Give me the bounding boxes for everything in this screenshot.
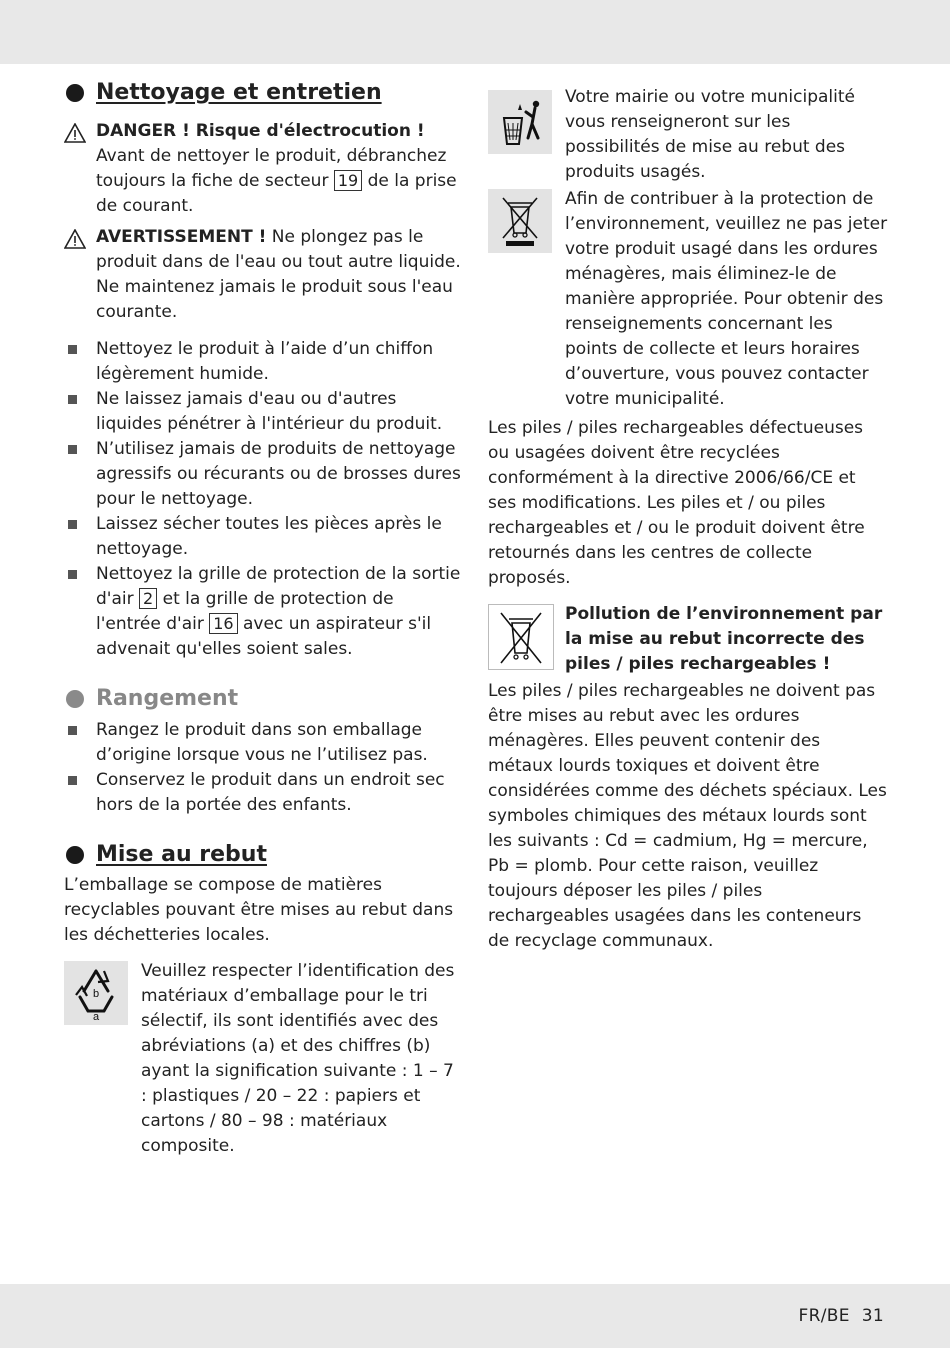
pollution-text: Les piles / piles rechargeables ne doivent pas être mises au rebut avec les ordures ménagères. Elles peuvent contenir des métaux lourds toxiques et doivent être considérées comme des déchets spéciaux. Les symboles chimiques des métaux lourds sont les suivants : Cd = cadmium, Hg = mercure, Pb = plomb. Pour cette raison, veuillez toujours déposer les piles / piles rechargeables usagées dans les conteneurs de recyclage communaux. — [488, 681, 887, 951]
danger-label: DANGER ! Risque d'électrocution ! — [96, 121, 425, 141]
list-item: N’utilisez jamais de produits de nettoyage agressifs ou récurants ou de brosses dures pour le nettoyage. — [64, 437, 462, 512]
crossed-out-wheelie-bin-icon — [488, 189, 552, 253]
recycling-info — [64, 959, 462, 1159]
storage-heading: Rangement — [64, 684, 462, 714]
cleaning-list — [64, 337, 462, 662]
avertissement-warning — [64, 225, 462, 325]
language-code: FR/BE — [798, 1306, 850, 1326]
left-column — [64, 78, 462, 1159]
list-item: Nettoyez le produit à l’aide d’un chiffon légèrement humide. — [64, 337, 462, 387]
storage-list — [64, 718, 462, 818]
danger-text: Avant de nettoyer le produit, débranchez toujours la fiche de secteur — [96, 146, 447, 191]
bullet-circle-icon — [66, 84, 84, 102]
bullet-circle-icon — [66, 690, 84, 708]
recycle-label-b: b — [92, 988, 100, 1000]
bullet-circle-icon — [66, 846, 84, 864]
list-item: Laissez sécher toutes les pièces après le nettoyage. — [64, 512, 462, 562]
list-item: Ne laissez jamais d'eau ou d'autres liquides pénétrer à l'intérieur du produit. — [64, 387, 462, 437]
environment-info — [488, 187, 888, 412]
warning-triangle-icon — [64, 123, 86, 143]
recycle-label-a: a — [92, 1011, 100, 1023]
danger-text-end: de la prise de courant. — [96, 171, 457, 216]
municipality-info — [488, 85, 888, 185]
crossed-out-wheelie-bin-icon — [488, 604, 554, 670]
environment-text: Afin de contribuer à la protection de l’environnement, veuillez ne pas jeter votre produit usagé dans les ordures ménagères, mais éliminez-le de manière appropriée. Pour obtenir des renseignements concernant les points de collecte et leurs horaires d’ouverture, vous pouvez contacter votre municipalité. — [565, 189, 888, 409]
list-item: Nettoyez la grille de protection de la sortie d'air 2 et la grille de protection de l'entrée d'air 16 avec un aspirateur s'il advenait qu'elles soient sales. — [64, 562, 462, 662]
ref-number: 16 — [209, 613, 237, 634]
disposal-intro: L’emballage se compose de matières recyclables pouvant être mises au rebut dans les déchetteries locales. — [64, 875, 454, 945]
litter-bin-icon — [488, 90, 552, 154]
pollution-warning — [488, 602, 888, 677]
pollution-heading: Pollution de l’environnement par la mise au rebut incorrecte des piles / piles rechargeables ! — [565, 604, 883, 674]
page-number: 31 — [861, 1306, 884, 1326]
list-item: Conservez le produit dans un endroit sec hors de la portée des enfants. — [64, 768, 462, 818]
danger-warning — [64, 119, 462, 219]
municipality-text: Votre mairie ou votre municipalité vous renseigneront sur les possibilités de mise au rebut des produits usagés. — [565, 87, 855, 182]
header-band — [0, 0, 950, 64]
ref-number: 19 — [334, 170, 362, 191]
ref-number: 2 — [139, 588, 157, 609]
cleaning-heading: Nettoyage et entretien — [64, 78, 462, 108]
right-column — [488, 85, 888, 954]
warning-label: AVERTISSEMENT ! — [96, 227, 267, 247]
batteries-text: Les piles / piles rechargeables défectueuses ou usagées doivent être recyclées conformément à la directive 2006/66/CE et ses modifications. Les piles et / ou piles rechargeables et / ou le produit doivent être retournés dans les centres de collecte proposés. — [488, 418, 865, 588]
recycling-symbol-icon — [64, 961, 128, 1025]
page-footer — [799, 1306, 884, 1326]
disposal-heading: Mise au rebut — [64, 840, 462, 870]
list-item: Rangez le produit dans son emballage d’origine lorsque vous ne l’utilisez pas. — [64, 718, 462, 768]
recycling-text: Veuillez respecter l’identification des matériaux d’emballage pour le tri sélectif, ils sont identifiés avec des abréviations (a) et des chiffres (b) ayant la signification suivante : 1 – 7 : plastiques / 20 – 22 : papiers et cartons / 80 – 98 : matériaux composite. — [141, 961, 455, 1156]
warning-triangle-icon — [64, 229, 86, 249]
warning-text: Ne plongez pas le produit dans de l'eau ou tout autre liquide. Ne maintenez jamais le produit sous l'eau courante. — [96, 227, 461, 322]
